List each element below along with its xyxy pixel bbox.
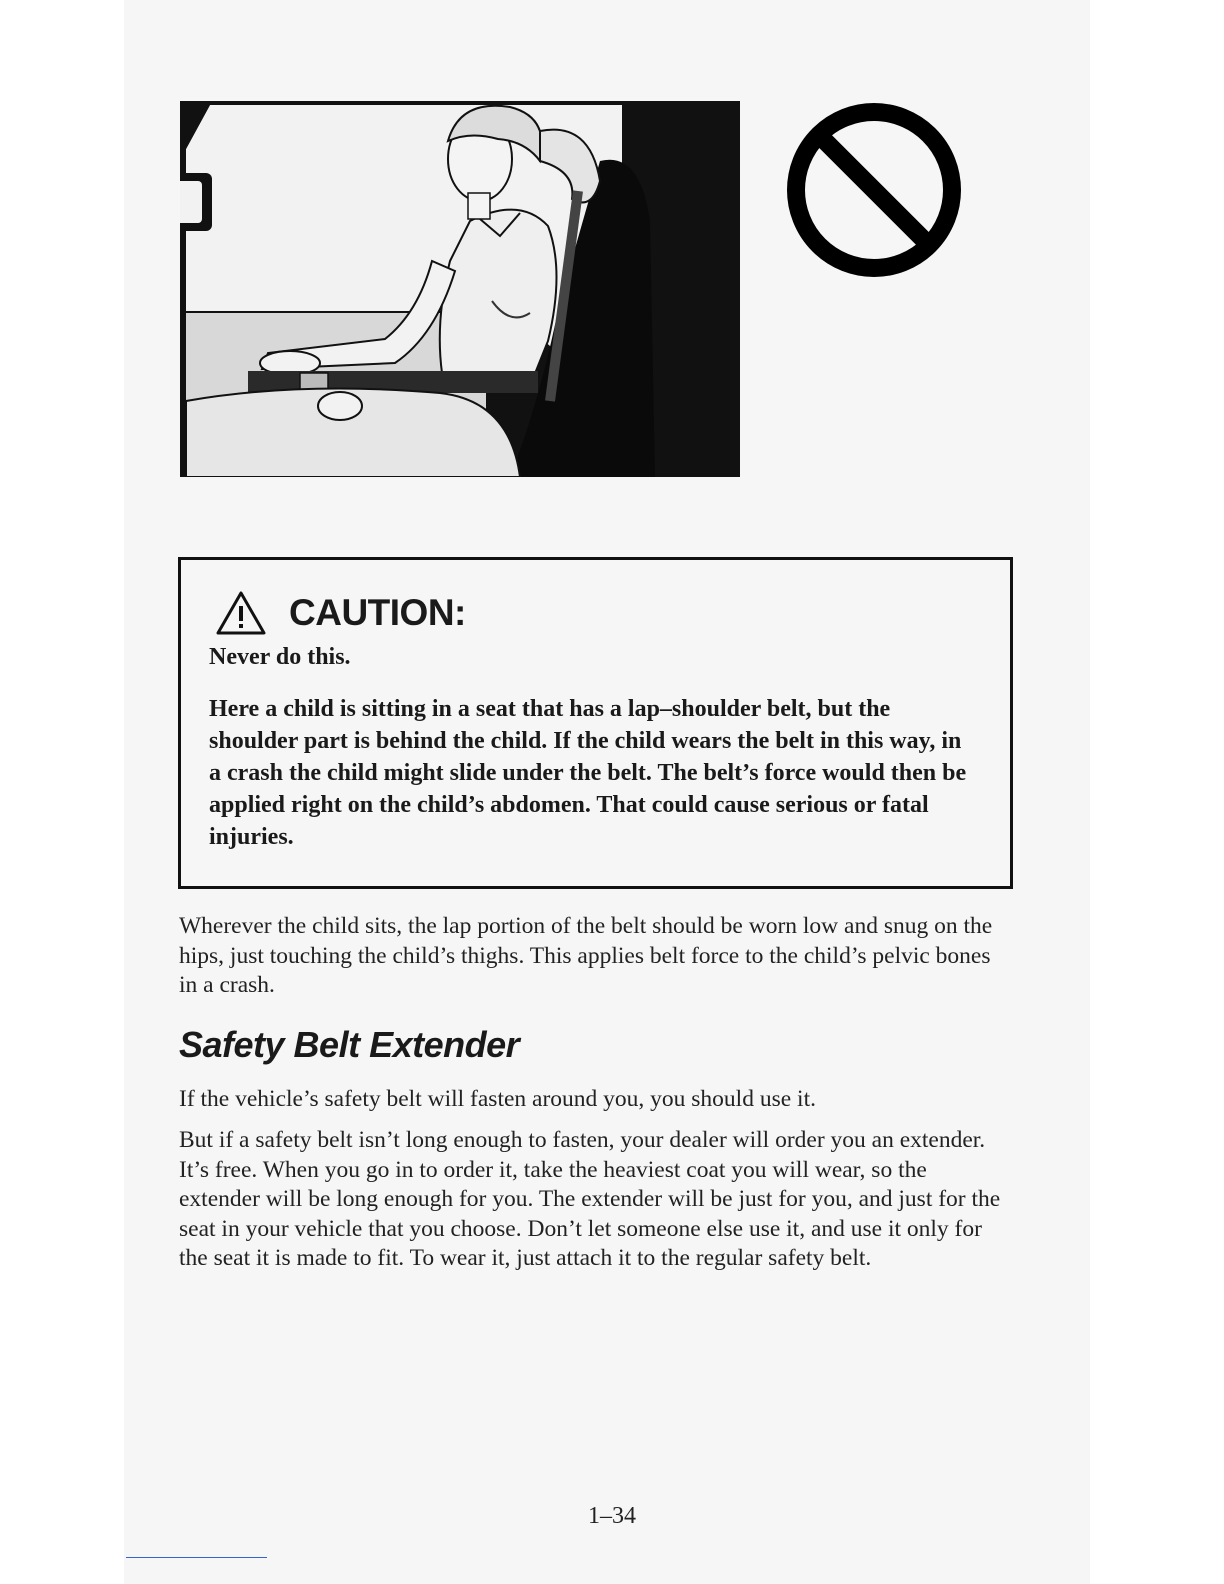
- page-number: 1–34: [588, 1503, 636, 1529]
- section-heading: Safety Belt Extender: [179, 1024, 520, 1065]
- caution-lead: Never do this.: [209, 644, 351, 670]
- paragraph-fasten: If the vehicle’s safety belt will fasten around you, you should use it.: [179, 1086, 816, 1112]
- warning-triangle-icon: [215, 590, 267, 636]
- paragraph-lap-belt: Wherever the child sits, the lap portion of the belt should be worn low and snug on the hips, just touching the child’s thighs. This applies belt force to the child’s pelvic bones in a crash.: [179, 913, 993, 998]
- prohibition-icon: [783, 99, 965, 281]
- paragraph-extender: But if a safety belt isn’t long enough to fasten, your dealer will order you an extender. It’s free. When you go in to order it, take the heaviest coat you will wear, so the extender will be long enough for you. The extender will be just for you, and just for the seat in your vehicle that you choose. Don’t let someone else use it, and use it only for the seat it is made to fit. To wear it, just attach it to the regular safety belt.: [179, 1127, 1001, 1271]
- caution-box: [178, 557, 1013, 889]
- caution-title: CAUTION:: [289, 592, 466, 633]
- caution-header: [215, 590, 466, 636]
- child-belt-illustration: [180, 101, 740, 477]
- divider-line: [126, 1557, 267, 1558]
- caution-body: Here a child is sitting in a seat that has a lap–shoulder belt, but the shoulder part is behind the child. If the child wears the belt in this way, in a crash the child might slide under the belt. The belt’s force would then be applied right on the child’s abdomen. That could cause serious or fatal injuries.: [209, 696, 967, 850]
